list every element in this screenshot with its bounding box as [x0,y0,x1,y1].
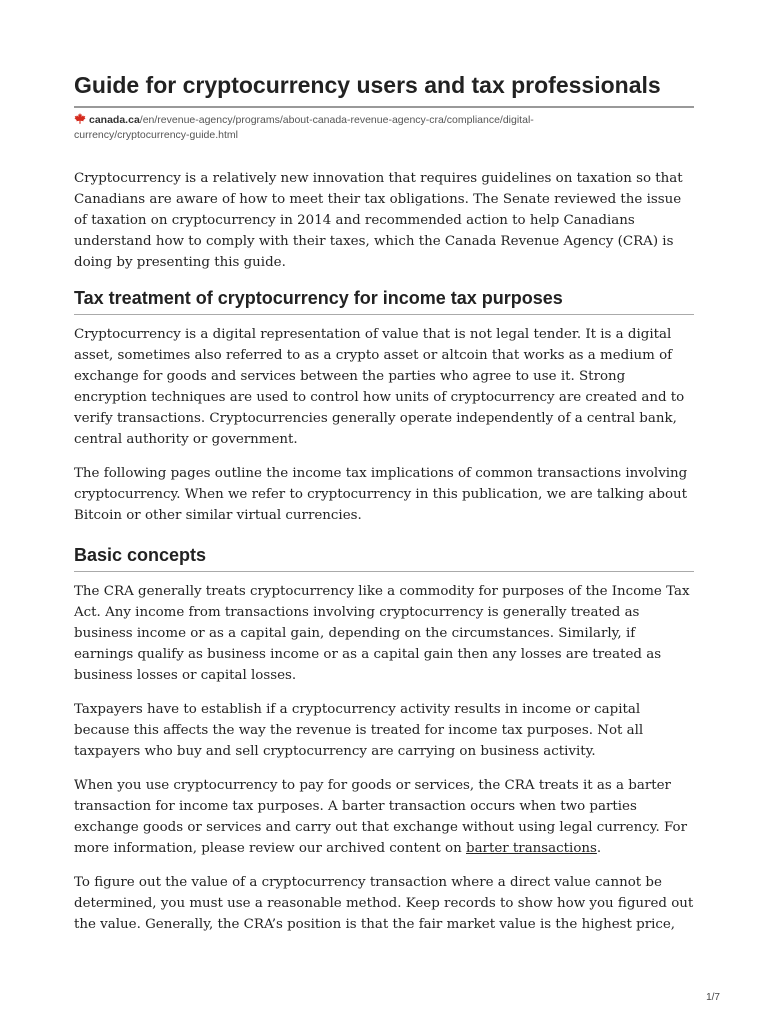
intro-paragraph: Cryptocurrency is a relatively new innovation that requires guidelines on taxation so that Canadians are aware of how to meet their tax obligations. The Senate reviewed the issue of taxation on cryptocurrency in 2014 and recommended action to help Canadians understand how to comply with their taxes, which the Canada Revenue Agency (CRA) is doing by presenting this guide. [74,171,683,270]
barter-transactions-link[interactable]: barter transactions [466,841,597,856]
paragraph: The following pages outline the income tax implications of common transactions involving cryptocurrency. When we refer to cryptocurrency in this publication, we are talking about Bitcoin or other similar virtual currencies. [74,466,688,523]
source-url[interactable] [74,113,634,143]
paragraph-text: When you use cryptocurrency to pay for goods or services, the CRA treats it as a barter transaction for income tax purposes. A barter transaction occurs when two parties exchange goods or services and carry out that exchange without using legal currency. For more information, please review our archived content on [74,778,688,856]
page-number: 1/7 [706,992,720,1003]
section-heading-basic-concepts: Basic concepts [74,544,694,572]
source-domain[interactable]: canada.ca [89,114,140,126]
document-body [74,168,694,948]
title-divider [74,106,694,108]
paragraph: The CRA generally treats cryptocurrency like a commodity for purposes of the Income Tax Act. Any income from transactions involving cryptocurrency is generally treated as business income or as a capital gain, depending on the circumstances. Similarly, if earnings qualify as business income or as a capital gain then any losses are treated as business losses or capital losses. [74,584,690,683]
section-heading-tax-treatment: Tax treatment of cryptocurrency for income tax purposes [74,287,694,315]
page-title: Guide for cryptocurrency users and tax professionals [74,72,661,98]
paragraph: Taxpayers have to establish if a cryptocurrency activity results in income or capital because this affects the way the revenue is treated for income tax purposes. Not all taxpayers who buy and sell cryptocurrency are carrying on business activity. [74,702,644,759]
paragraph: Cryptocurrency is a digital representation of value that is not legal tender. It is a digital asset, sometimes also referred to as a crypto asset or altcoin that works as a medium of exchange for goods and services between the parties who agree to use it. Strong encryption techniques are used to control how units of cryptocurrency are created and to verify transactions. Cryptocurrencies generally operate independently of a central bank, central authority or government. [74,327,685,447]
paragraph-text-end: . [596,841,602,856]
section-basic-concepts [74,544,694,572]
paragraph-barter [74,775,694,859]
section-tax-treatment [74,287,694,315]
maple-leaf-icon [74,113,86,124]
paragraph: To figure out the value of a cryptocurrency transaction where a direct value cannot be determined, you must use a reasonable method. Keep records to show how you figured out the value. Generally, the CRA’s position is that the fair market value is the highest price, [74,875,694,932]
source-path[interactable]: /en/revenue-agency/programs/about-canada-revenue-agency-cra/compliance/digital-currency/cryptocurrency-guide.html [74,114,534,141]
